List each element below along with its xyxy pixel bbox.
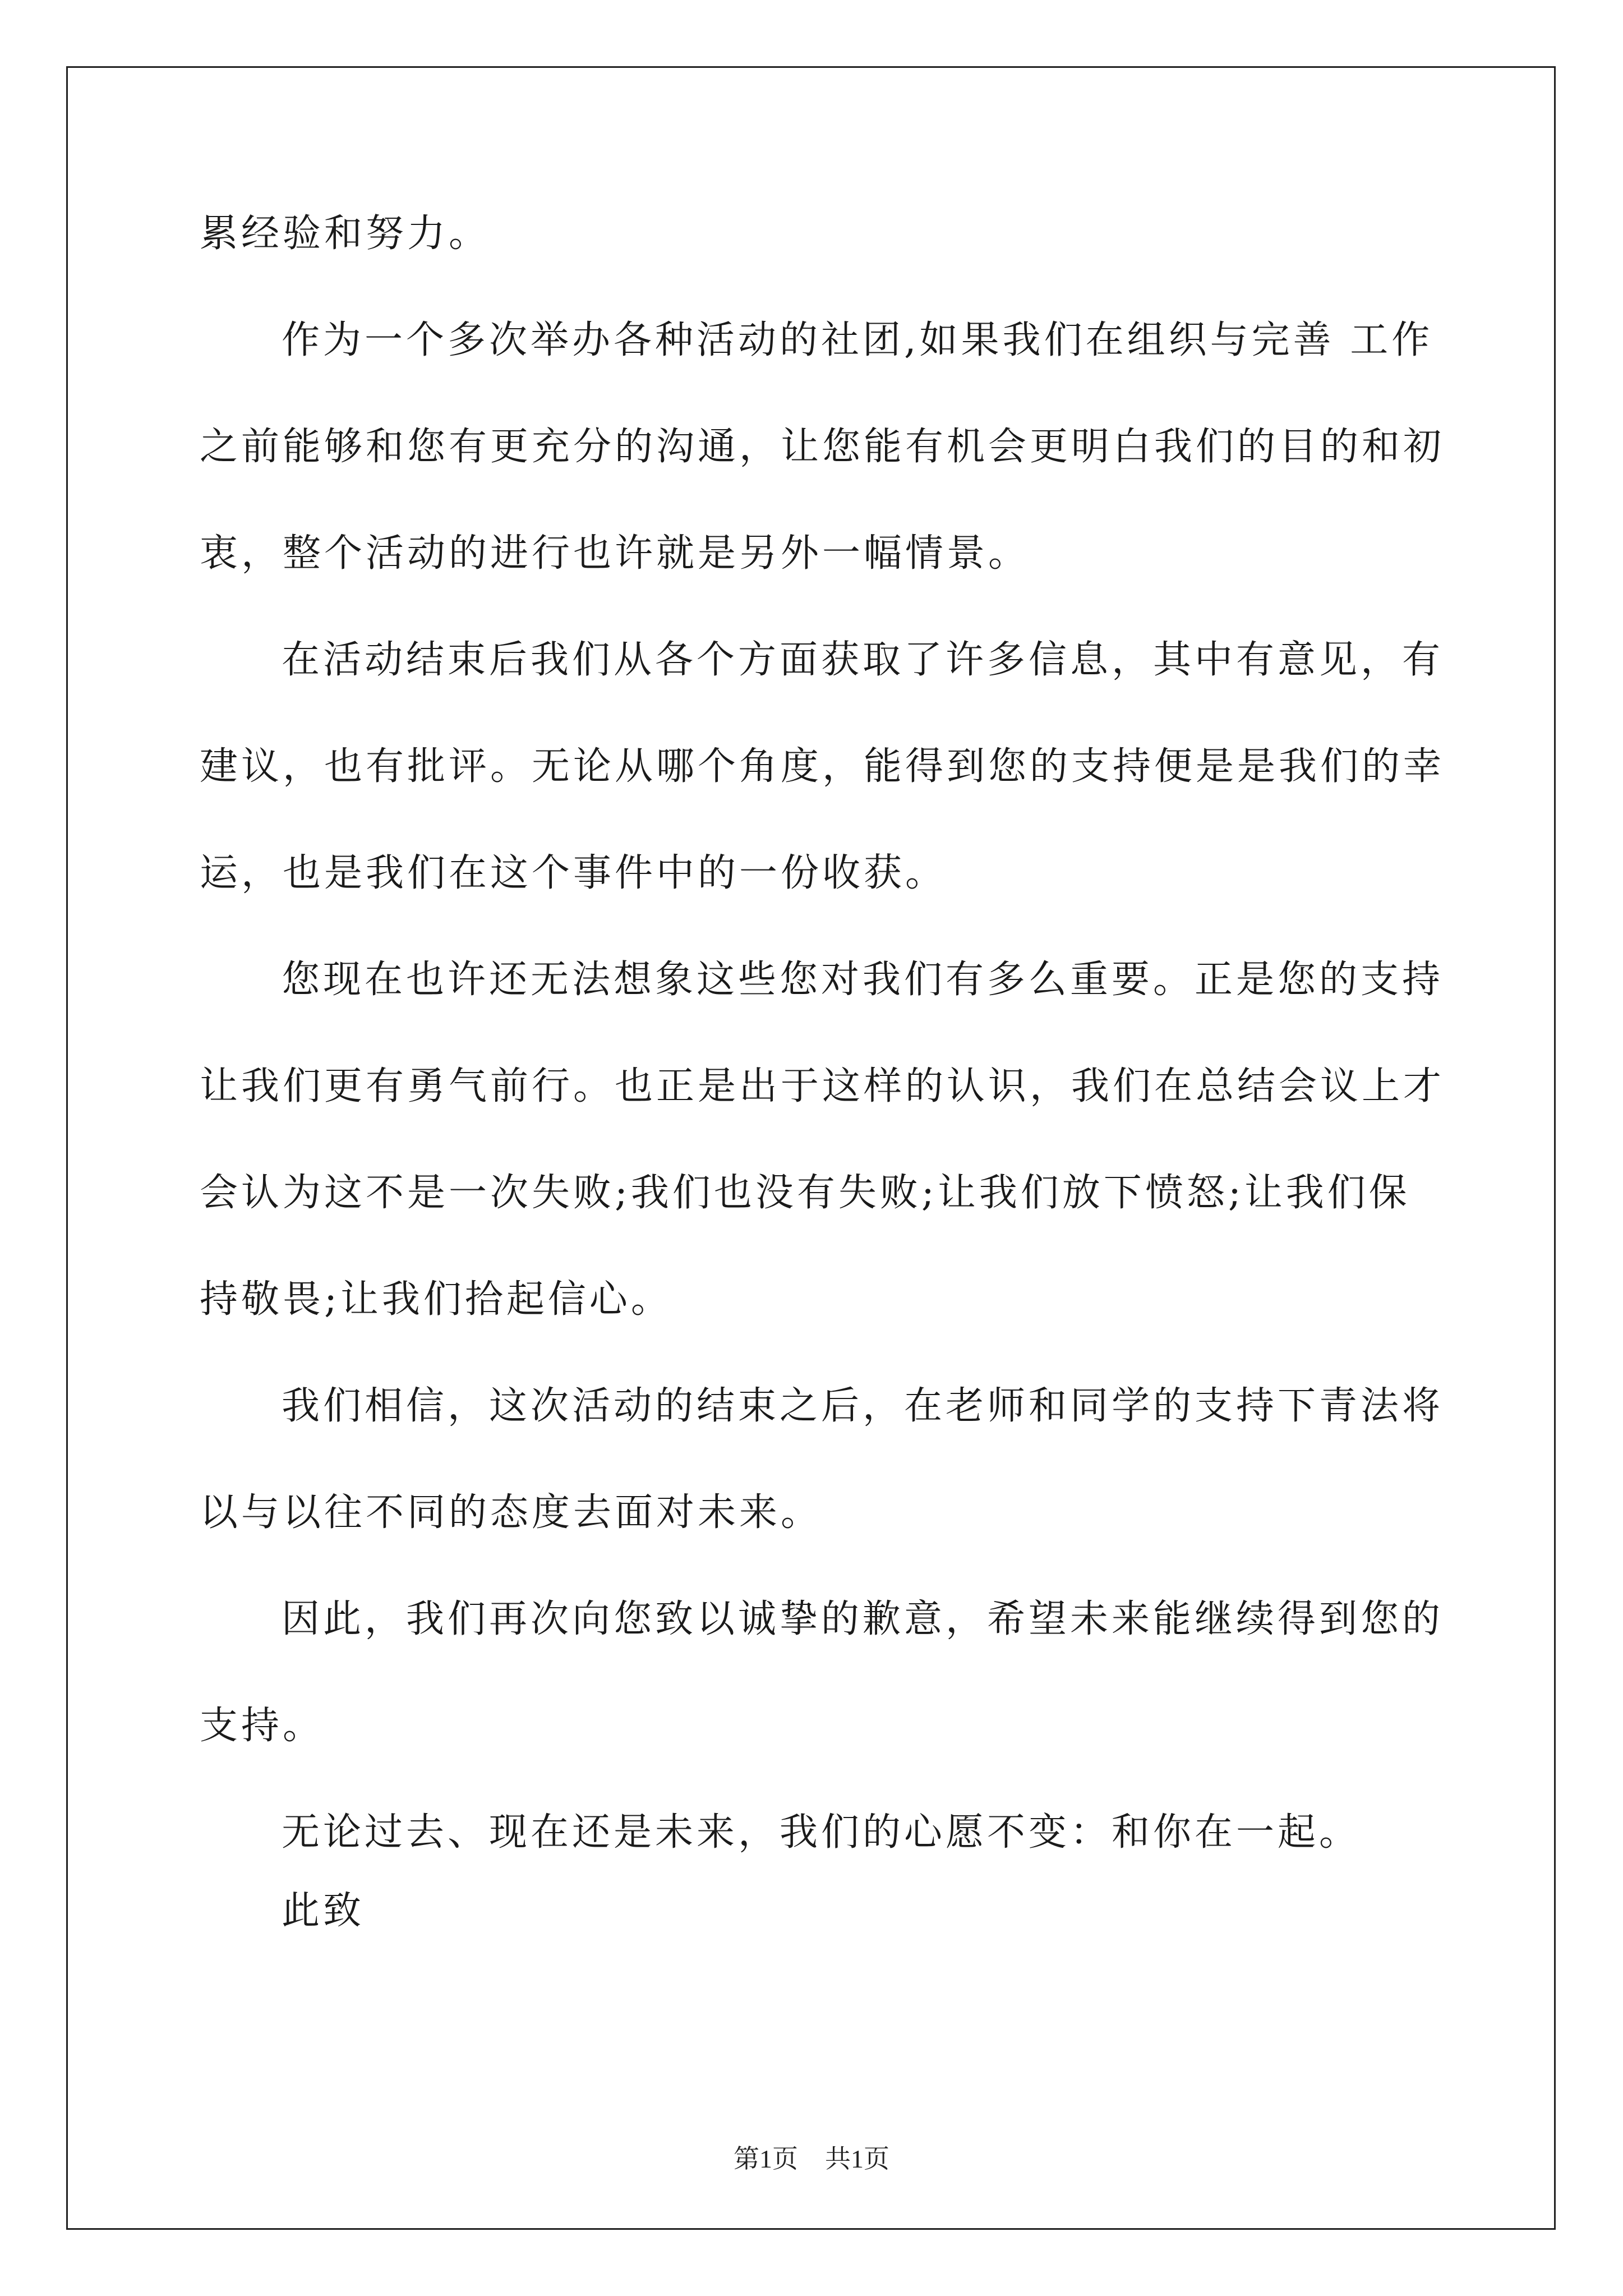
paragraph-first-line: 您现在也许还无法想象这些您对我们有多么重要。正是您的支持 (282, 958, 1444, 1002)
text-line: 之前能够和您有更充分的沟通，让您能有机会更明白我们的目的和初 (200, 425, 1445, 469)
paragraph-first-line: 我们相信，这次活动的结束之后，在老师和同学的支持下青法将 (282, 1384, 1444, 1428)
paragraph-first-line: 因此，我们再次向您致以诚挚的歉意，希望未来能继续得到您的 (282, 1597, 1444, 1641)
text-line: 衷，整个活动的进行也许就是另外一幅情景。 (200, 531, 1030, 576)
page-number-current: 第1页 (734, 2145, 798, 2173)
text-line: 会认为这不是一次失败;我们也没有失败;让我们放下愤怒;让我们保 (200, 1171, 1410, 1215)
closing-salutation: 此致 (282, 1889, 365, 1933)
text-line: 让我们更有勇气前行。也正是出于这样的认识，我们在总结会议上才 (200, 1064, 1445, 1108)
document-body (200, 208, 1445, 1938)
page-number-total: 共1页 (825, 2145, 889, 2173)
text-line: 支持。 (200, 1704, 325, 1748)
paragraph-first-line: 作为一个多次举办各种活动的社团,如果我们在组织与完善 工作 (282, 318, 1433, 362)
text-line: 建议，也有批评。无论从哪个角度，能得到您的支持便是是我们的幸 (200, 744, 1445, 789)
page-footer (0, 2138, 1623, 2175)
text-line: 累经验和努力。 (200, 211, 491, 256)
paragraph-first-line: 无论过去、现在还是未来，我们的心愿不变：和你在一起。 (282, 1810, 1361, 1855)
text-line: 运，也是我们在这个事件中的一份收获。 (200, 851, 947, 895)
text-line: 以与以往不同的态度去面对未来。 (200, 1490, 823, 1535)
text-line: 持敬畏;让我们拾起信心。 (200, 1277, 672, 1322)
paragraph-first-line: 在活动结束后我们从各个方面获取了许多信息，其中有意见，有 (282, 638, 1444, 682)
